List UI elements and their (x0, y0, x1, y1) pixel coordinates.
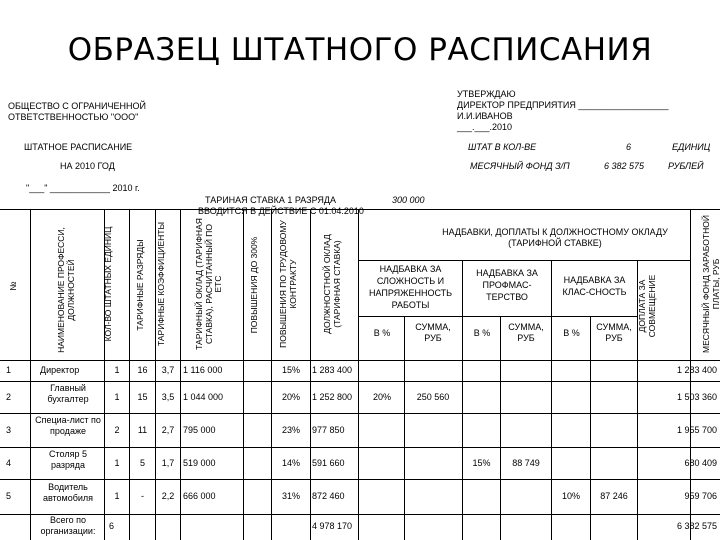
staff-count-value: 6 (626, 142, 632, 152)
header-grade: ТАРИФНЫЕ РАЗРЯДЫ (135, 239, 145, 331)
row-2-name: Главный бухгалтер (47, 383, 89, 404)
header-coef: ТАРИФНЫЕ КОЭФФИЦИЕНТЫ (156, 221, 166, 347)
staff-count-label: ШТАТ В КОЛ-ВЕ (468, 142, 537, 152)
row-2-b1-sum: 250 560 (416, 392, 450, 402)
row-3-num: 3 (6, 425, 12, 435)
row-2-official: 1 252 800 (312, 392, 353, 402)
total-official: 4 978 170 (312, 521, 353, 531)
row-4-name: Столяр 5 разряда (49, 449, 87, 470)
row-1-count: 1 (114, 365, 120, 375)
row-4-coef: 1,7 (161, 458, 175, 468)
row-2-salary: 1 044 000 (183, 392, 224, 402)
header-sum-2: СУММА, РУБ (508, 322, 544, 343)
row-2-b1-pct: 20% (372, 392, 391, 402)
row-5-coef: 2,2 (161, 491, 175, 501)
row-5-num: 5 (6, 491, 12, 501)
row-5-grade: - (141, 491, 144, 501)
header-num: № (8, 281, 18, 291)
row-5-name: Водитель автомобиля (42, 482, 94, 503)
approve-name: И.И.ИВАНОВ (457, 111, 513, 121)
rate-label: ТАРИНАЯ СТАВКА 1 РАЗРЯДА (205, 195, 336, 205)
header-bonus-group: НАДБАВКИ, ДОПЛАТЫ К ДОЛЖНОСТНОМУ ОКЛАДУ (ТАРИФНОЙ СТАВКЕ) (442, 227, 668, 248)
monthly-fund-unit: РУБЛЕЙ (668, 161, 704, 171)
header-sum-3: СУММА, РУБ (596, 322, 632, 343)
company-name-line-2: ОТВЕТСТВЕННОСТЬЮ "ООО" (8, 112, 139, 122)
row-4-salary: 519 000 (183, 458, 216, 468)
row-4-official: 591 660 (312, 458, 345, 468)
row-5-count: 1 (114, 491, 120, 501)
approve-director: ДИРЕКТОР ПРЕДПРИЯТИЯ __________________ (457, 100, 669, 110)
row-5-fund: 959 706 (684, 491, 717, 501)
row-1-contract: 15% (281, 365, 300, 375)
total-count: 6 (109, 521, 115, 531)
row-4-grade: 5 (139, 458, 145, 468)
row-5-b3-sum: 87 246 (600, 491, 628, 501)
header-combo: ДОПЛАТА ЗА СОВМЕЩЕНИЕ (637, 274, 657, 338)
company-name-line-1: ОБЩЕСТВО С ОГРАНИЧЕННОЙ (8, 101, 146, 111)
monthly-fund-label: МЕСЯЧНЫЙ ФОНД З/П (470, 161, 570, 171)
row-1-num: 1 (6, 365, 12, 375)
staff-count-unit: ЕДИНИЦ (672, 142, 711, 152)
row-4-b2-pct: 15% (472, 458, 491, 468)
rate-value: 300 000 (392, 195, 425, 205)
header-name: НАИМЕНОВАНИЕ ПРОФЕССИ, ДОЛЖНОСТЕЙ (56, 227, 76, 353)
row-2-coef: 3,5 (161, 392, 175, 402)
approve-date: ___.___.2010 (457, 122, 513, 132)
row-3-grade: 11 (137, 425, 148, 435)
row-3-count: 2 (114, 425, 120, 435)
row-3-official: 977 850 (312, 425, 345, 435)
header-bonus-complexity: НАДБАВКА ЗА СЛОЖНОСТЬ И НАПРЯЖЕННОСТЬ РАБОТЫ (368, 264, 453, 310)
total-fund: 6 382 575 (676, 521, 717, 531)
row-5-official: 872 460 (312, 491, 345, 501)
doc-period: НА 2010 ГОД (60, 161, 115, 171)
row-5-salary: 666 000 (183, 491, 216, 501)
header-sum-1: СУММА, РУБ (415, 322, 451, 343)
header-pct-3: В % (563, 328, 580, 338)
header-pct-2: В % (473, 328, 491, 338)
header-count: КОЛ-ВО ШТАТНЫХ ЕДИНИЦ (103, 226, 113, 342)
row-1-salary: 1 116 000 (183, 365, 223, 375)
row-4-count: 1 (114, 458, 120, 468)
page-title: ОБРАЗЕЦ ШТАТНОГО РАСПИСАНИЯ (67, 32, 653, 68)
approve-label: УТВЕРЖДАЮ (457, 89, 516, 99)
header-bonus-skill: НАДБАВКА ЗА ПРОФМАС-ТЕРСТВО (476, 268, 538, 302)
row-2-num: 2 (6, 392, 12, 402)
row-4-b2-sum: 88 749 (512, 458, 540, 468)
header-fund: МЕСЯЧНЫЙ ФОНД ЗАРАБОТНОЙ ПЛАТЫ, РУБ (701, 215, 720, 353)
rate-effective: ВВОДИТСЯ В ДЕЙСТВИЕ С 01.04.2010 (198, 206, 364, 216)
header-contract: ПОВЫШЕНИЯ ПО ТРУДОВОМУ КОНТРАКТУ (278, 220, 298, 348)
row-1-name: Директор (40, 365, 80, 375)
doc-name: ШТАТНОЕ РАСПИСАНИЕ (24, 142, 133, 152)
header-salary: ТАРИФНЫЙ ОКЛАД (ТАРИФНАЯ СТАВКА), РАСЧИТАННЫЙ ПО ЕТС (194, 218, 223, 350)
total-label: Всего по организации: (40, 515, 96, 536)
header-raise: ПОВЫШЕНИЯ ДО 300% (249, 236, 259, 334)
row-3-fund: 1 955 700 (676, 425, 717, 435)
row-1-coef: 3,7 (161, 365, 175, 375)
row-3-name: Специа-лист по продаже (35, 415, 101, 436)
row-2-contract: 20% (281, 392, 300, 402)
row-3-contract: 23% (281, 425, 300, 435)
row-4-contract: 14% (281, 458, 300, 468)
header-official: ДОЛЖНОСТНОЙ ОКЛАД (ТАРИФНАЯ СТАВКА) (322, 234, 342, 334)
row-2-grade: 15 (137, 392, 148, 402)
header-bonus-class: НАДБАВКА ЗА КЛАС-СНОСТЬ (562, 275, 627, 297)
row-2-fund: 1 503 360 (676, 392, 717, 402)
row-5-contract: 31% (281, 491, 300, 501)
row-4-num: 4 (6, 458, 12, 468)
row-1-grade: 16 (137, 365, 148, 375)
row-5-b3-pct: 10% (561, 491, 580, 501)
row-1-official: 1 283 400 (312, 365, 353, 375)
row-3-coef: 2,7 (161, 425, 175, 435)
row-4-fund: 680 409 (684, 458, 717, 468)
row-2-count: 1 (114, 392, 120, 402)
monthly-fund-value: 6 382 575 (604, 161, 645, 171)
doc-date-line: "___" ____________ 2010 г. (26, 183, 140, 193)
row-3-salary: 795 000 (183, 425, 216, 435)
row-1-fund: 1 283 400 (676, 365, 717, 375)
header-pct-1: В % (373, 328, 391, 338)
